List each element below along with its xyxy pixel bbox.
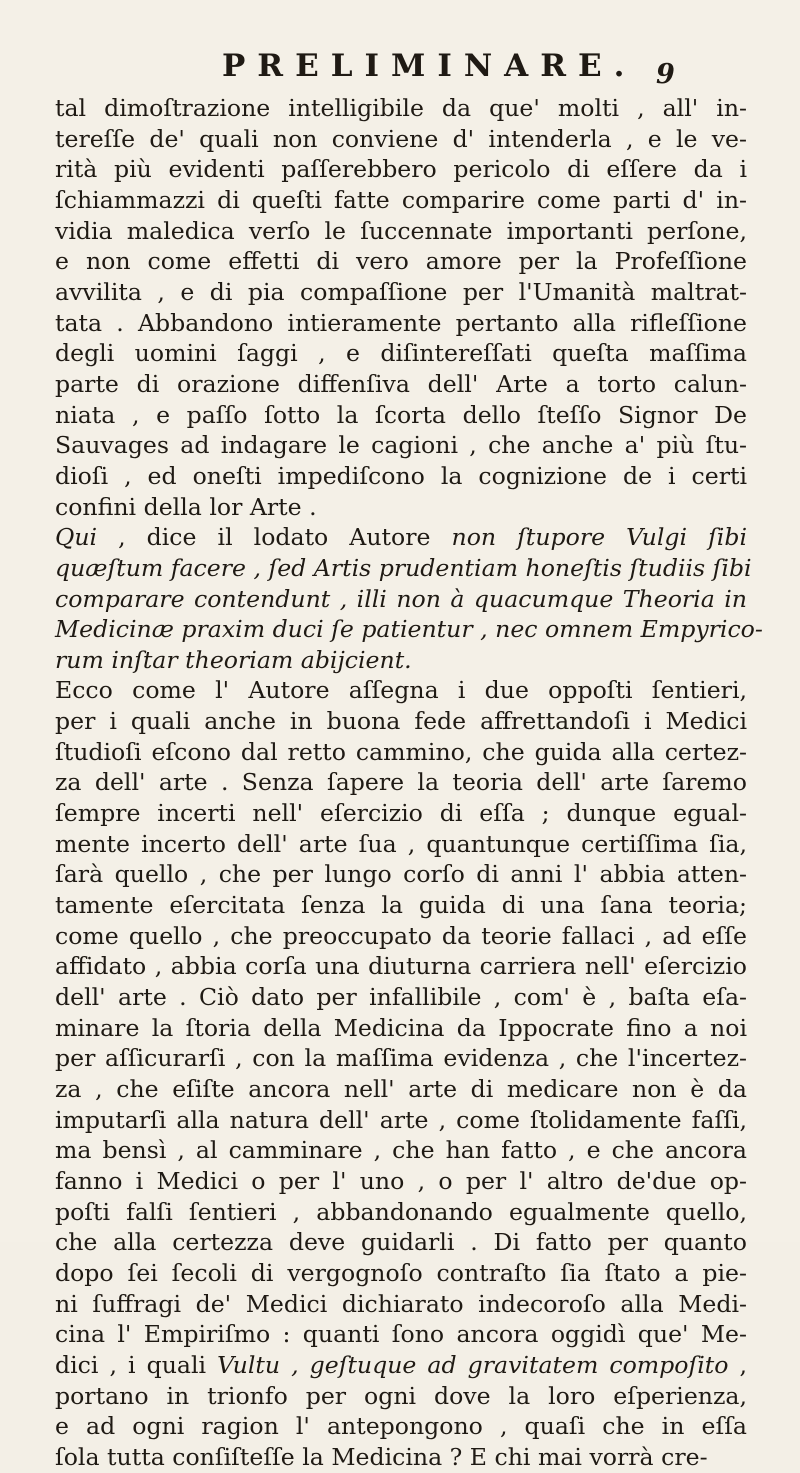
text-line xyxy=(55,921,747,952)
italic-text-segment: Medicinæ praxim duci ſe patientur , nec omnem Empyrico- xyxy=(55,615,763,644)
text-segment: Sauvages ad indagare le cagioni , che anche a' più ſtu- xyxy=(55,431,747,460)
text-line xyxy=(55,216,747,247)
text-segment: imputarſi alla natura dell' arte , come ſtolidamente faſſi, xyxy=(55,1105,747,1134)
text-line xyxy=(55,1258,747,1289)
text-segment: portano in trionfo per ogni dove la loro eſperienza, xyxy=(55,1381,747,1410)
text-line xyxy=(55,308,747,339)
text-line xyxy=(55,124,747,155)
text-segment: ni ſuffragi de' Medici dichiarato indecoroſo alla Medi- xyxy=(55,1289,747,1318)
text-line xyxy=(55,614,763,645)
text-segment: tal dimoſtrazione intelligibile da que' molti , all' in- xyxy=(55,94,747,122)
text-segment: degli uomini ſaggi , e diſintereſſati queſta maſſima xyxy=(55,339,747,368)
text-line xyxy=(55,1043,747,1074)
text-segment: ſchiammazzi di queſti fatte comparire come parti d' in- xyxy=(55,185,747,214)
text-line xyxy=(55,675,747,706)
text-segment: rità più evidenti paſſerebbero pericolo di eſſere da i xyxy=(55,155,747,184)
text-segment: che alla certezza deve guidarli . Di fatto per quanto xyxy=(55,1228,747,1257)
text-line xyxy=(55,246,747,277)
text-line xyxy=(55,154,747,185)
text-line xyxy=(55,400,747,431)
text-line xyxy=(55,767,747,798)
text-segment: dici , i quali xyxy=(55,1350,218,1379)
text-line xyxy=(55,890,747,921)
text-line xyxy=(55,1381,747,1412)
text-line xyxy=(55,859,747,890)
text-segment: parte di orazione diffenſiva dell' Arte a torto calun- xyxy=(55,369,747,398)
text-line xyxy=(55,645,747,676)
text-segment: Ecco come l' Autore aſſegna i due oppoſti ſentieri, xyxy=(55,676,747,705)
italic-text-segment: non ſtupore Vulgi ſibi xyxy=(451,523,748,552)
text-segment: dopo ſei ſecoli di vergognoſo contraſto ſia ſtato a pie- xyxy=(55,1258,747,1287)
text-line xyxy=(55,1197,747,1228)
text-segment: tereſſe de' quali non conviene d' intenderla , e le ve- xyxy=(55,124,747,153)
text-line xyxy=(55,1411,747,1442)
text-segment: za , che eſiſte ancora nell' arte di medicare non è da xyxy=(55,1075,747,1103)
text-segment: mente incerto dell' arte ſua , quantunque certiſſima ſia, xyxy=(55,829,747,858)
text-line xyxy=(55,737,747,768)
italic-text-segment: Vultu , geſtuque ad gravitatem compoſito xyxy=(217,1350,729,1379)
page-header xyxy=(0,48,800,98)
italic-text-segment: comparare contendunt , illi non à quacumque Theoria in xyxy=(55,584,747,613)
text-line xyxy=(55,369,747,400)
text-segment: ſarà quello , che per lungo corſo di anni l' abbia atten- xyxy=(55,860,747,889)
text-segment: avvilita , e di pia compaſſione per l'Umanità maltrat- xyxy=(55,277,747,306)
text-segment: e ad ogni ragion l' antepongono , quaſi che in eſſa xyxy=(55,1412,747,1441)
text-line xyxy=(55,1350,747,1381)
text-line xyxy=(55,1442,747,1473)
text-line xyxy=(55,1227,747,1258)
text-segment: minare la ſtoria della Medicina da Ippocrate fino a noi xyxy=(55,1013,747,1042)
text-segment: tata . Abbandono intieramente pertanto alla rifleſſione xyxy=(55,308,747,337)
text-line xyxy=(55,1135,747,1166)
text-segment: per i quali anche in buona fede affrettandoſi i Medici xyxy=(55,707,747,736)
text-segment: niata , e paſſo ſotto la ſcorta dello ſteſſo Signor De xyxy=(55,400,747,429)
text-line xyxy=(55,982,747,1013)
text-segment: poſti falſi ſentieri , abbandonando egualmente quello, xyxy=(55,1197,747,1226)
text-segment: ma bensì , al camminare , che han fatto , e che ancora xyxy=(55,1136,747,1165)
text-segment: , xyxy=(728,1350,747,1379)
text-line xyxy=(55,461,747,492)
italic-text-segment: rum inſtar theoriam abijcient. xyxy=(55,645,412,674)
text-segment: tamente eſercitata ſenza la guida di una ſana teoria; xyxy=(55,891,747,920)
text-segment: dell' arte . Ciò dato per infallibile , com' è , baſta eſa- xyxy=(55,983,747,1012)
text-line xyxy=(55,1289,747,1320)
body-text xyxy=(55,93,763,1473)
text-segment: dioſi , ed oneſti impediſcono la cognizione de i certi xyxy=(55,461,747,490)
text-segment: vidia maledica verſo le ſuccennate importanti perſone, xyxy=(55,216,747,245)
text-line xyxy=(55,338,747,369)
text-segment: per aſſicurarſi , con la maſſima evidenza , che l'incertez- xyxy=(55,1044,747,1073)
text-line xyxy=(55,829,747,860)
text-line xyxy=(55,492,747,523)
text-segment: e non come effetti di vero amore per la Profeſſione xyxy=(55,247,747,276)
text-line xyxy=(55,951,747,982)
text-line xyxy=(55,798,747,829)
italic-text-segment: Qui xyxy=(55,523,98,552)
text-line xyxy=(55,1166,747,1197)
text-segment: , dice il lodato Autore xyxy=(97,523,452,552)
text-line xyxy=(55,522,747,553)
text-line xyxy=(55,553,752,584)
text-line xyxy=(55,1013,747,1044)
text-line xyxy=(55,277,747,308)
text-line xyxy=(55,93,747,124)
running-head: PRELIMINARE. xyxy=(222,48,637,84)
text-line xyxy=(55,430,747,461)
text-segment: fanno i Medici o per l' uno , o per l' altro de'due op- xyxy=(55,1166,747,1195)
text-line xyxy=(55,1105,747,1136)
text-line xyxy=(55,1074,747,1105)
text-line xyxy=(55,185,747,216)
text-segment: confini della lor Arte . xyxy=(55,492,317,521)
text-segment: come quello , che preoccupato da teorie fallaci , ad eſſe xyxy=(55,921,747,950)
text-line xyxy=(55,1319,747,1350)
text-segment: affidato , abbia corſa una diuturna carriera nell' eſercizio xyxy=(55,952,747,981)
text-segment: za dell' arte . Senza ſapere la teoria dell' arte ſaremo xyxy=(55,768,747,797)
text-segment: cina l' Empiriſmo : quanti ſono ancora oggidì que' Me- xyxy=(55,1320,747,1349)
text-segment: ſempre incerti nell' eſercizio di eſſa ; dunque egual- xyxy=(55,799,747,828)
text-segment: ſola tutta conſiſteſſe la Medicina ? E chi mai vorrà cre- xyxy=(55,1442,708,1471)
text-line xyxy=(55,584,747,615)
text-segment: ſtudioſi eſcono dal retto cammino, che guida alla certez- xyxy=(55,737,747,766)
text-line xyxy=(55,706,747,737)
page-number: 9 xyxy=(656,59,675,90)
italic-text-segment: quæſtum facere , ſed Artis prudentiam honeſtis ſtudiis ſibi xyxy=(55,553,752,582)
